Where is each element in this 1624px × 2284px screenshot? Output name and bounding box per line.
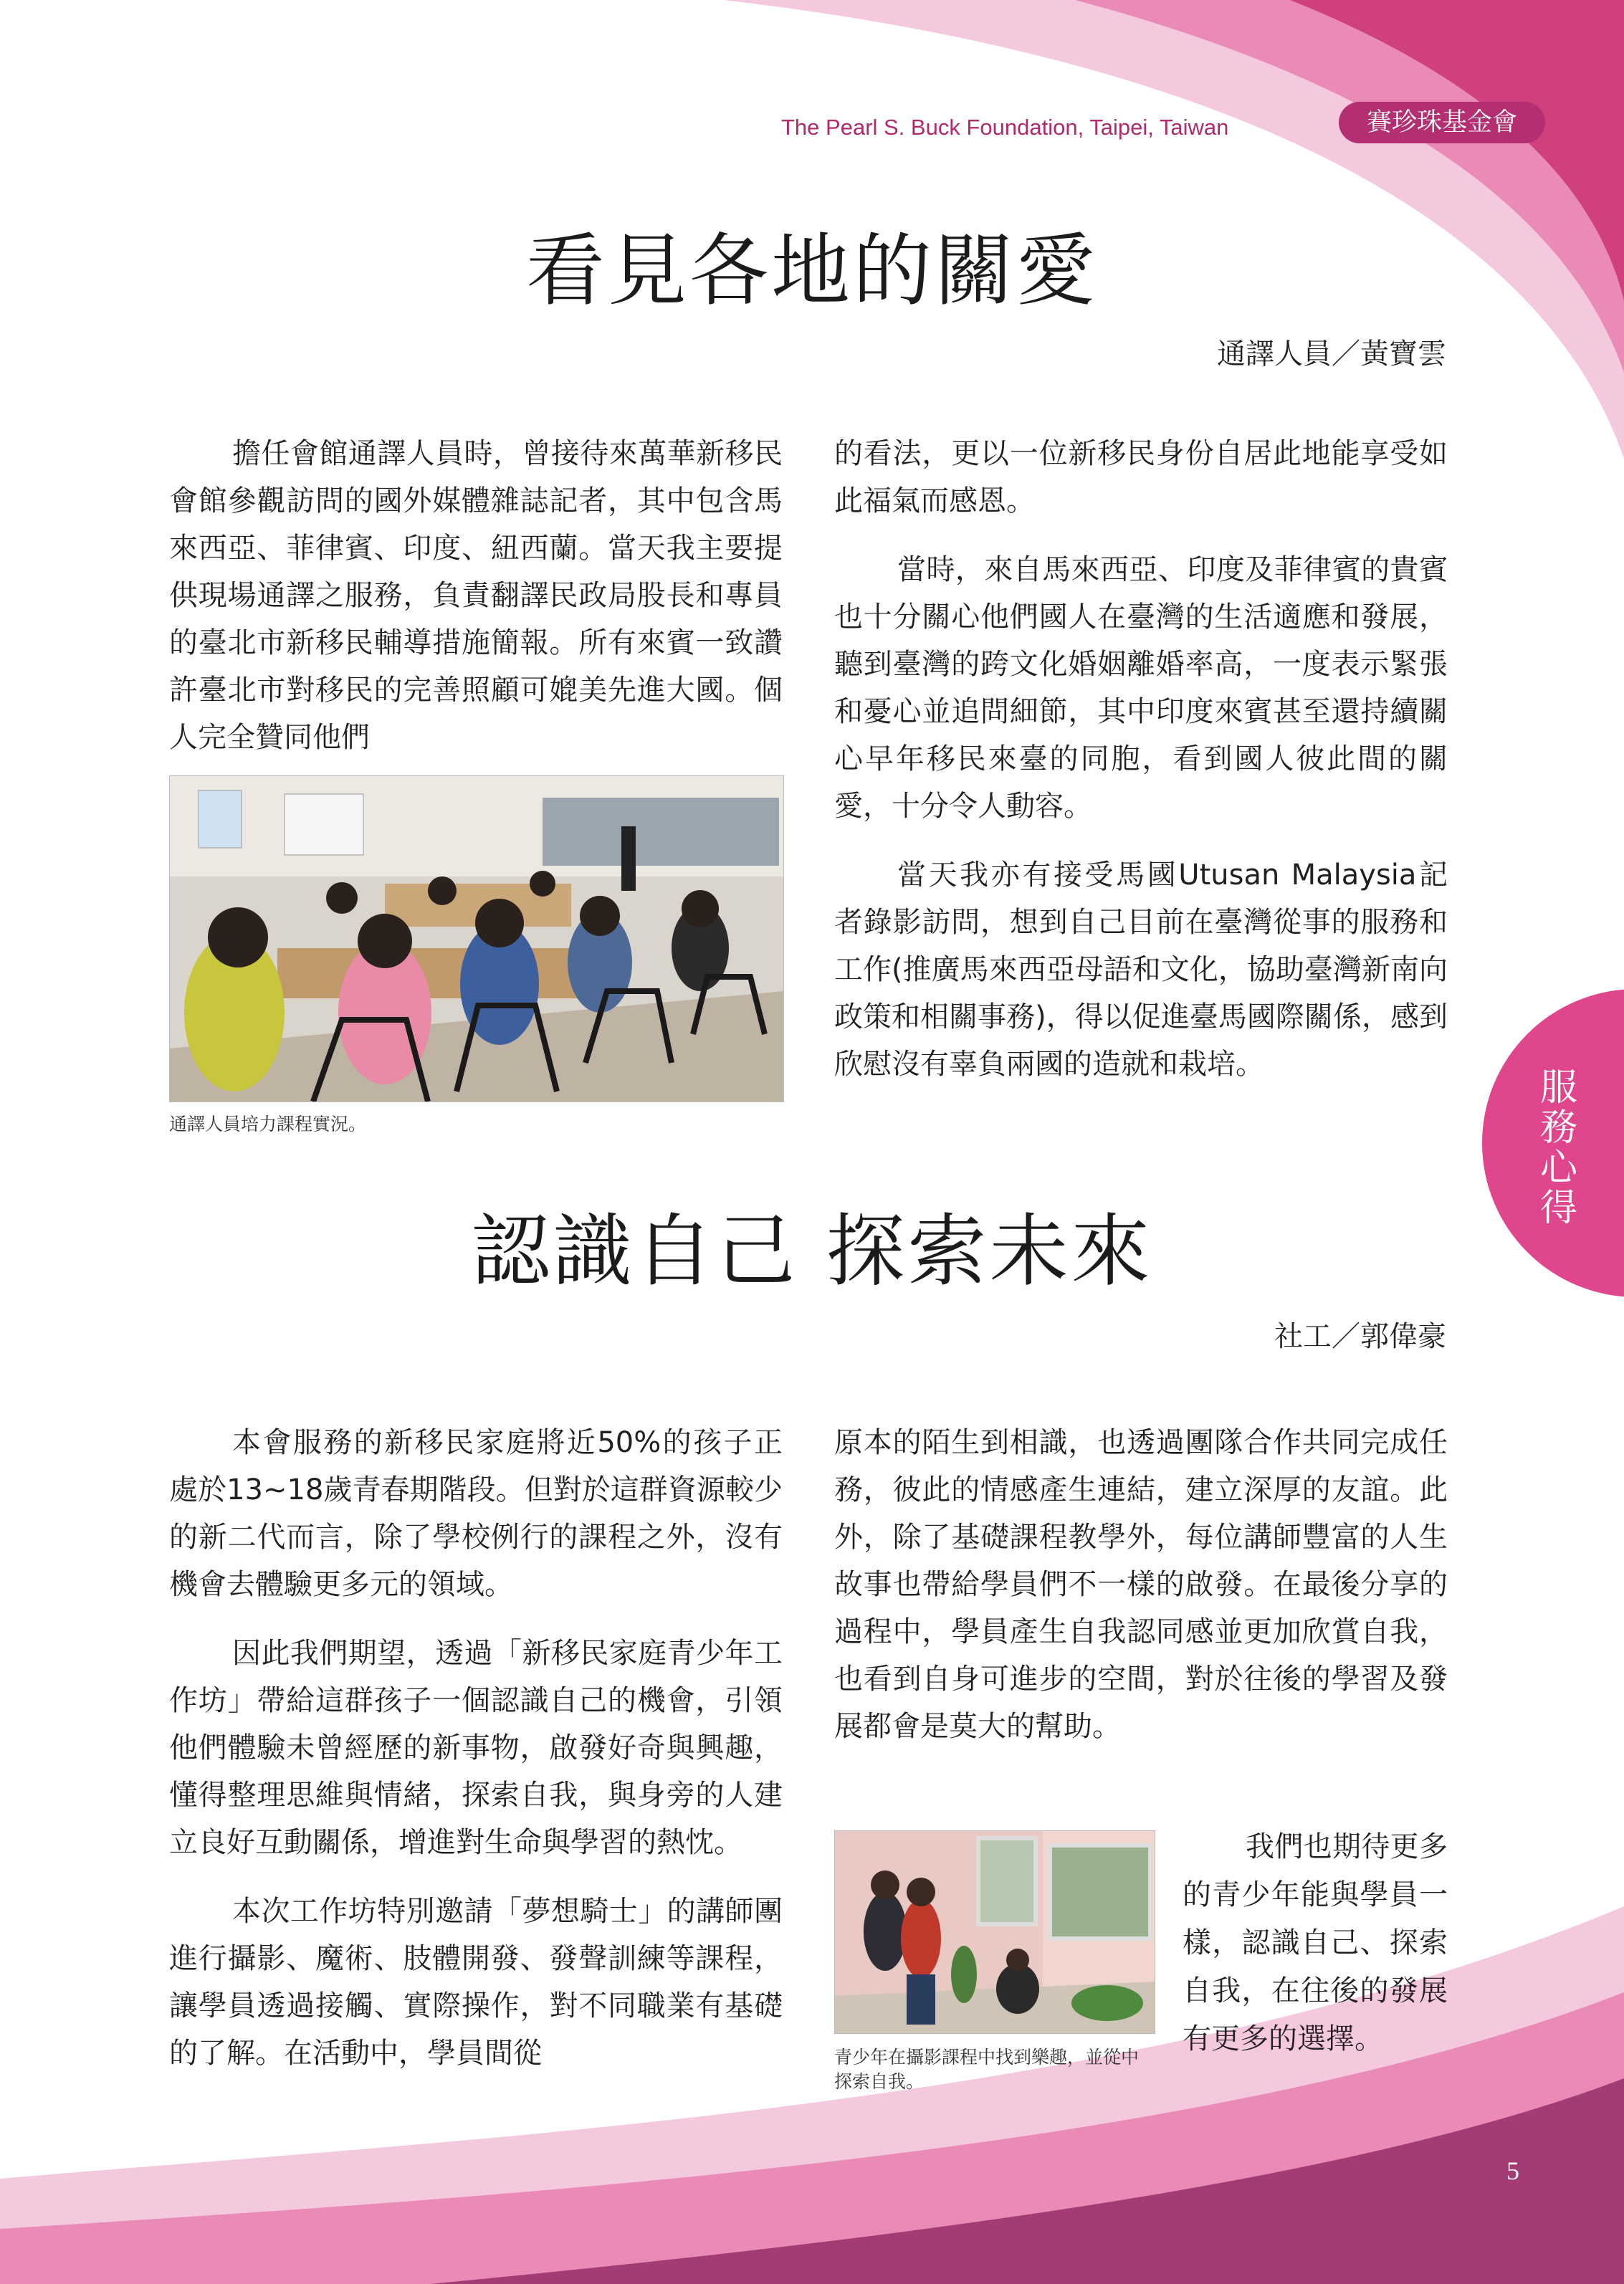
article2-paragraph: 因此我們期望，透過「新移民家庭青少年工作坊」帶給這群孩子一個認識自己的機會，引領他們體驗未曾經歷的新事物，啟發好奇與興趣，懂得整理思維與情緒，探索自我，與身旁的人建立良好互動關係，增進對生命與學習的熱忱。 (169, 1637, 783, 1859)
article1-paragraph: 當天我亦有接受馬國Utusan Malaysia記者錄影訪問，想到自己目前在臺灣從事的服務和工作(推廣馬來西亞母語和文化，協助臺灣新南向政策和相關事務)，得以促進臺馬國際關係，感到欣慰沒有辜負兩國的造就和栽培。 (834, 859, 1448, 1081)
article2-byline: 社工／郭偉豪 (1274, 1320, 1446, 1353)
article2-left-column (169, 1419, 783, 2098)
article2-right-column (834, 1419, 1448, 1772)
article2-continuation: 原本的陌生到相識，也透過團隊合作共同完成任務，彼此的情感產生連結，建立深厚的友誼。此外，除了基礎課程教學外，每位講師豐富的人生故事也帶給學員們不一樣的啟發。在最後分享的過程中，學員產生自我認同感並更加欣賞自我，也看到自身可進步的空間，對於往後的學習及發展都會是莫大的幫助。 (834, 1426, 1448, 1743)
header-org-badge: 賽珍珠基金會 (1339, 102, 1545, 143)
article2-photo-caption: 青少年在攝影課程中找到樂趣，並從中探索自我。 (834, 2047, 1140, 2092)
section-side-tab-label: 服務心得 (1539, 1066, 1577, 1230)
article1-continuation: 的看法，更以一位新移民身份自居此地能享受如此福氣而感恩。 (834, 437, 1448, 517)
article1-classroom-photo (169, 775, 784, 1102)
article1-left-column (169, 430, 783, 783)
article1-right-column (834, 430, 1448, 1109)
article2-paragraph: 本次工作坊特別邀請「夢想騎士」的講師團進行攝影、魔術、肢體開發、發聲訓練等課程，讓學員透過接觸、實際操作，對不同職業有基礎的了解。在活動中，學員間從 (169, 1895, 783, 2070)
article2-closing-paragraph: 我們也期待更多的青少年能與學員一樣，認識自己、探索自我，在往後的發展有更多的選擇。 (1183, 1830, 1448, 2055)
article2-paragraph: 本會服務的新移民家庭將近50%的孩子正處於13~18歲青春期階段。但對於這群資源較少的新二代而言，除了學校例行的課程之外，沒有機會去體驗更多元的領域。 (169, 1426, 783, 1601)
page-number: 5 (1506, 2156, 1519, 2185)
article1-paragraph: 擔任會館通譯人員時，曾接待來萬華新移民會館參觀訪問的國外媒體雜誌記者，其中包含馬來西亞、菲律賓、印度、紐西蘭。當天我主要提供現場通譯之服務，負責翻譯民政局股長和專員的臺北市新移民輔導措施簡報。所有來賓一致讚許臺北市對移民的完善照顧可媲美先進大國。個人完全贊同他們 (169, 437, 783, 754)
article1-title: 看見各地的關愛 (526, 225, 1098, 317)
article2-photography-photo (834, 1830, 1155, 2034)
header-org-english: The Pearl S. Buck Foundation, Taipei, Taiwan (781, 115, 1229, 140)
article1-paragraph: 當時，來自馬來西亞、印度及菲律賓的貴賓也十分關心他們國人在臺灣的生活適應和發展，聽到臺灣的跨文化婚姻離婚率高，一度表示緊張和憂心並追問細節，其中印度來賓甚至還持續關心早年移民來臺的同胞，看到國人彼此間的關愛，十分令人動容。 (834, 553, 1448, 823)
article2-title: 認識自己 探索未來 (471, 1205, 1153, 1297)
article2-closing-column (1183, 1823, 1448, 2085)
article1-byline: 通譯人員／黃寶雲 (1217, 338, 1446, 371)
article1-photo-caption: 通譯人員培力課程實況。 (169, 1114, 367, 1134)
